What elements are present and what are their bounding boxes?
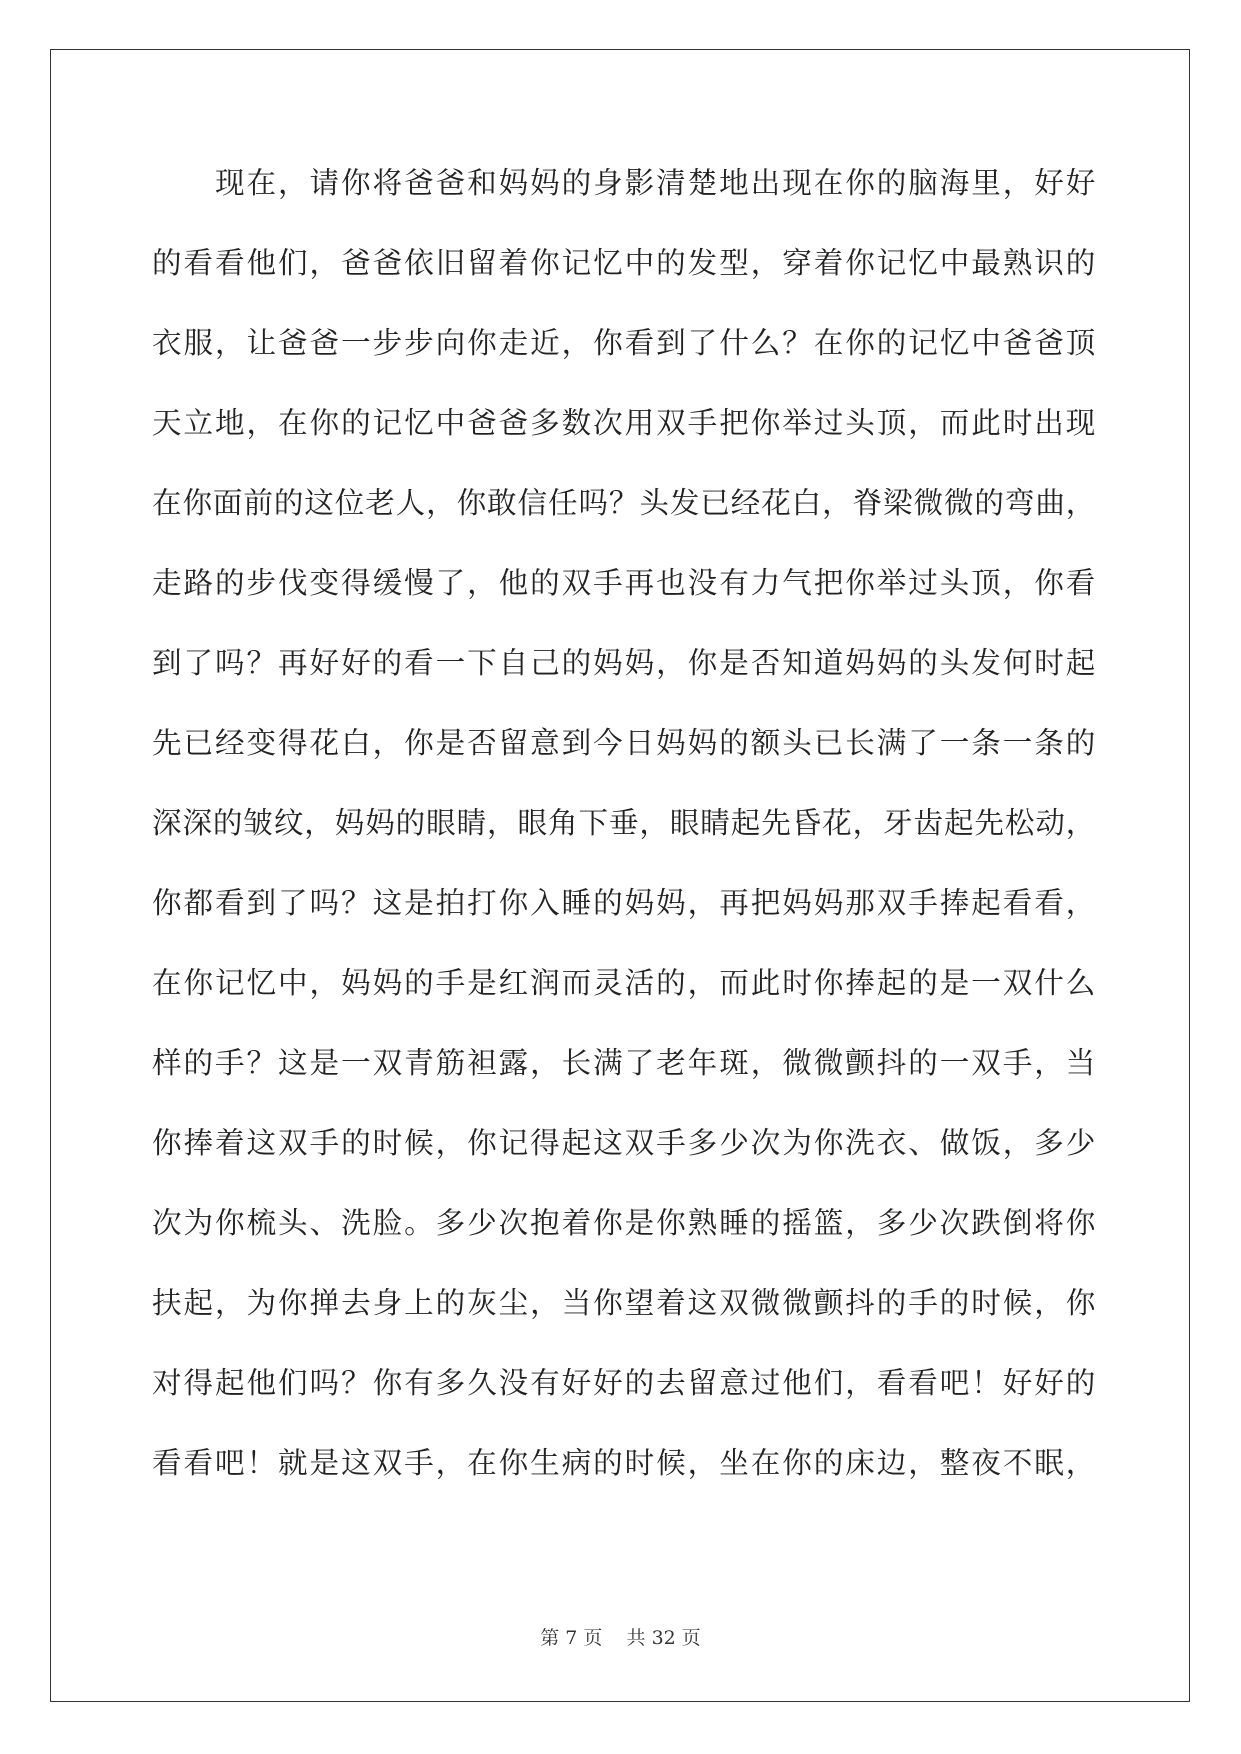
text-line: 的看看他们，爸爸依旧留着你记忆中的发型，穿着你记忆中最熟识的 xyxy=(152,246,1096,280)
text-line: 天立地，在你的记忆中爸爸多数次用双手把你举过头顶，而此时出现 xyxy=(152,406,1096,440)
text-line: 衣服，让爸爸一步步向你走近，你看到了什么？在你的记忆中爸爸顶 xyxy=(152,326,1096,360)
text-line: 你都看到了吗？这是拍打你入睡的妈妈，再把妈妈那双手捧起看看， xyxy=(152,886,1096,920)
text-line: 先已经变得花白，你是否留意到今日妈妈的额头已长满了一条一条的 xyxy=(152,726,1096,760)
page-number: 第 7 页 xyxy=(540,1627,603,1649)
text-line: 次为你梳头、洗脸。多少次抱着你是你熟睡的摇篮，多少次跌倒将你 xyxy=(152,1206,1096,1240)
text-line: 深深的皱纹，妈妈的眼睛，眼角下垂，眼睛起先昏花，牙齿起先松动， xyxy=(152,806,1096,840)
text-line: 看看吧！就是这双手，在你生病的时候，坐在你的床边，整夜不眠， xyxy=(152,1446,1096,1480)
text-line: 你捧着这双手的时候，你记得起这双手多少次为你洗衣、做饭，多少 xyxy=(152,1126,1096,1160)
page-footer xyxy=(0,1623,1241,1650)
text-line: 在你记忆中，妈妈的手是红润而灵活的，而此时你捧起的是一双什么 xyxy=(152,966,1096,1000)
text-line: 走路的步伐变得缓慢了，他的双手再也没有力气把你举过头顶，你看 xyxy=(152,566,1096,600)
text-line: 在你面前的这位老人，你敢信任吗？头发已经花白，脊梁微微的弯曲， xyxy=(152,486,1096,520)
text-line: 扶起，为你掸去身上的灰尘，当你望着这双微微颤抖的手的时候，你 xyxy=(152,1286,1096,1320)
text-line: 样的手？这是一双青筋袒露，长满了老年斑，微微颤抖的一双手，当 xyxy=(152,1046,1096,1080)
text-line: 对得起他们吗？你有多久没有好好的去留意过他们，看看吧！好好的 xyxy=(152,1366,1096,1400)
text-line: 现在，请你将爸爸和妈妈的身影清楚地出现在你的脑海里，好好 xyxy=(215,166,1096,200)
page-total: 共 32 页 xyxy=(626,1627,701,1649)
text-line: 到了吗？再好好的看一下自己的妈妈，你是否知道妈妈的头发何时起 xyxy=(152,646,1096,680)
body-text xyxy=(152,163,1096,1523)
